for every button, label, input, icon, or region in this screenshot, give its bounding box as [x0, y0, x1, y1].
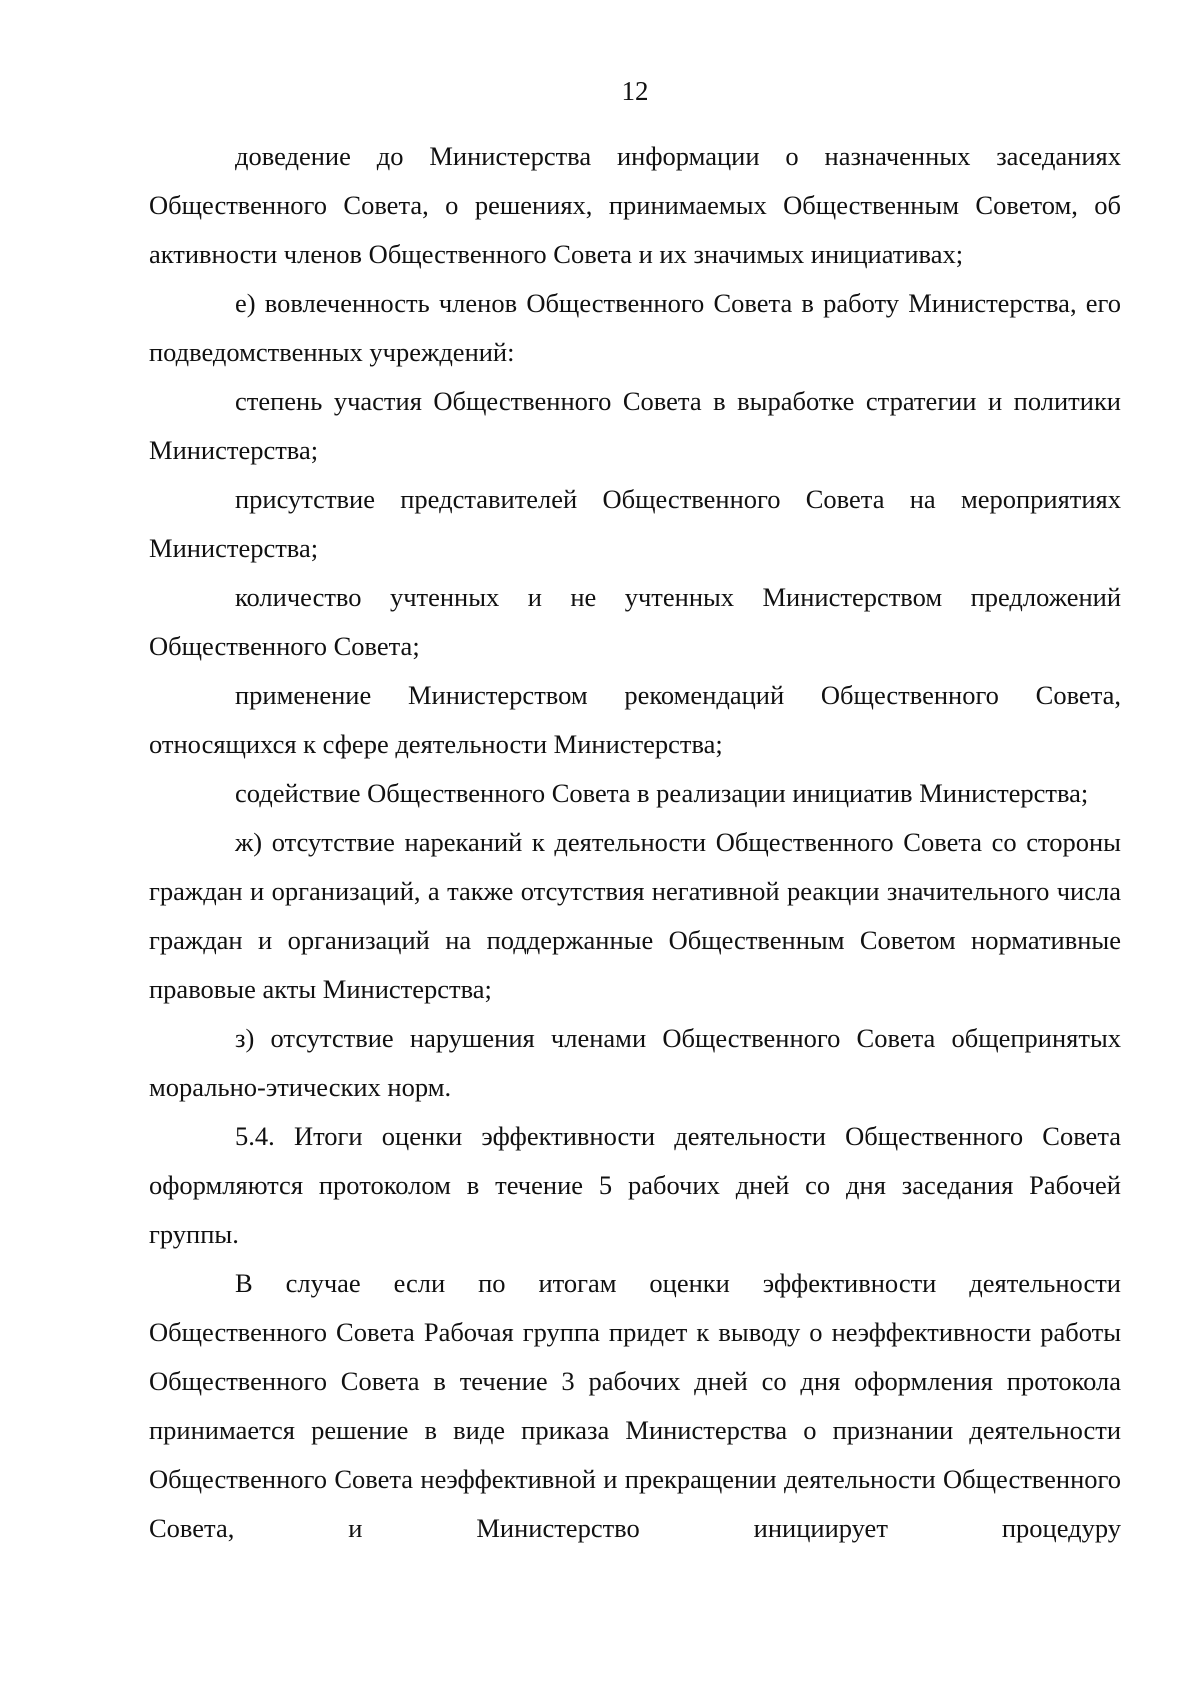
- paragraph-initiatives: содействие Общественного Совета в реализации инициатив Министерства;: [235, 778, 1089, 808]
- paragraph-strategy-participation: степень участия Общественного Совета в выработке стратегии и политики Министерства;: [149, 386, 1121, 465]
- paragraph-meeting-info: доведение до Министерства информации о назначенных заседаниях Общественного Совета, о решениях, принимаемых Общественным Советом, об активности членов Общественного Совета и их значимых инициативах;: [149, 141, 1121, 269]
- paragraph-item-zh: ж) отсутствие нареканий к деятельности Общественного Совета со стороны граждан и организаций, а также отсутствия негативной реакции значительного числа граждан и организаций на поддержанные Общественным Советом нормативные правовые акты Министерства;: [149, 827, 1121, 1004]
- paragraph-proposals-count: количество учтенных и не учтенных Министерством предложений Общественного Совета;: [149, 582, 1121, 661]
- paragraph-item-e: е) вовлеченность членов Общественного Совета в работу Министерства, его подведомственных учреждений:: [149, 288, 1121, 367]
- paragraph-recommendations: применение Министерством рекомендаций Общественного Совета, относящихся к сфере деятельности Министерства;: [149, 680, 1121, 759]
- paragraph-ineffective-case: В случае если по итогам оценки эффективности деятельности Общественного Совета Рабочая группа придет к выводу о неэффективности работы Общественного Совета в течение 3 рабочих дней со дня оформления протокола принимается решение в виде приказа Министерства о признании деятельности Общественного Совета неэффективной и прекращении деятельности Общественного Совета, и Министерство инициирует процедуру: [149, 1268, 1121, 1543]
- paragraph-event-presence: присутствие представителей Общественного Совета на мероприятиях Министерства;: [149, 484, 1121, 563]
- paragraph-section-5-4: 5.4. Итоги оценки эффективности деятельности Общественного Совета оформляются протоколом в течение 5 рабочих дней со дня заседания Рабочей группы.: [149, 1121, 1121, 1249]
- paragraph-item-z: з) отсутствие нарушения членами Общественного Совета общепринятых морально-этических норм.: [149, 1023, 1121, 1102]
- document-body: [149, 132, 1121, 1553]
- page-number: 12: [621, 76, 649, 106]
